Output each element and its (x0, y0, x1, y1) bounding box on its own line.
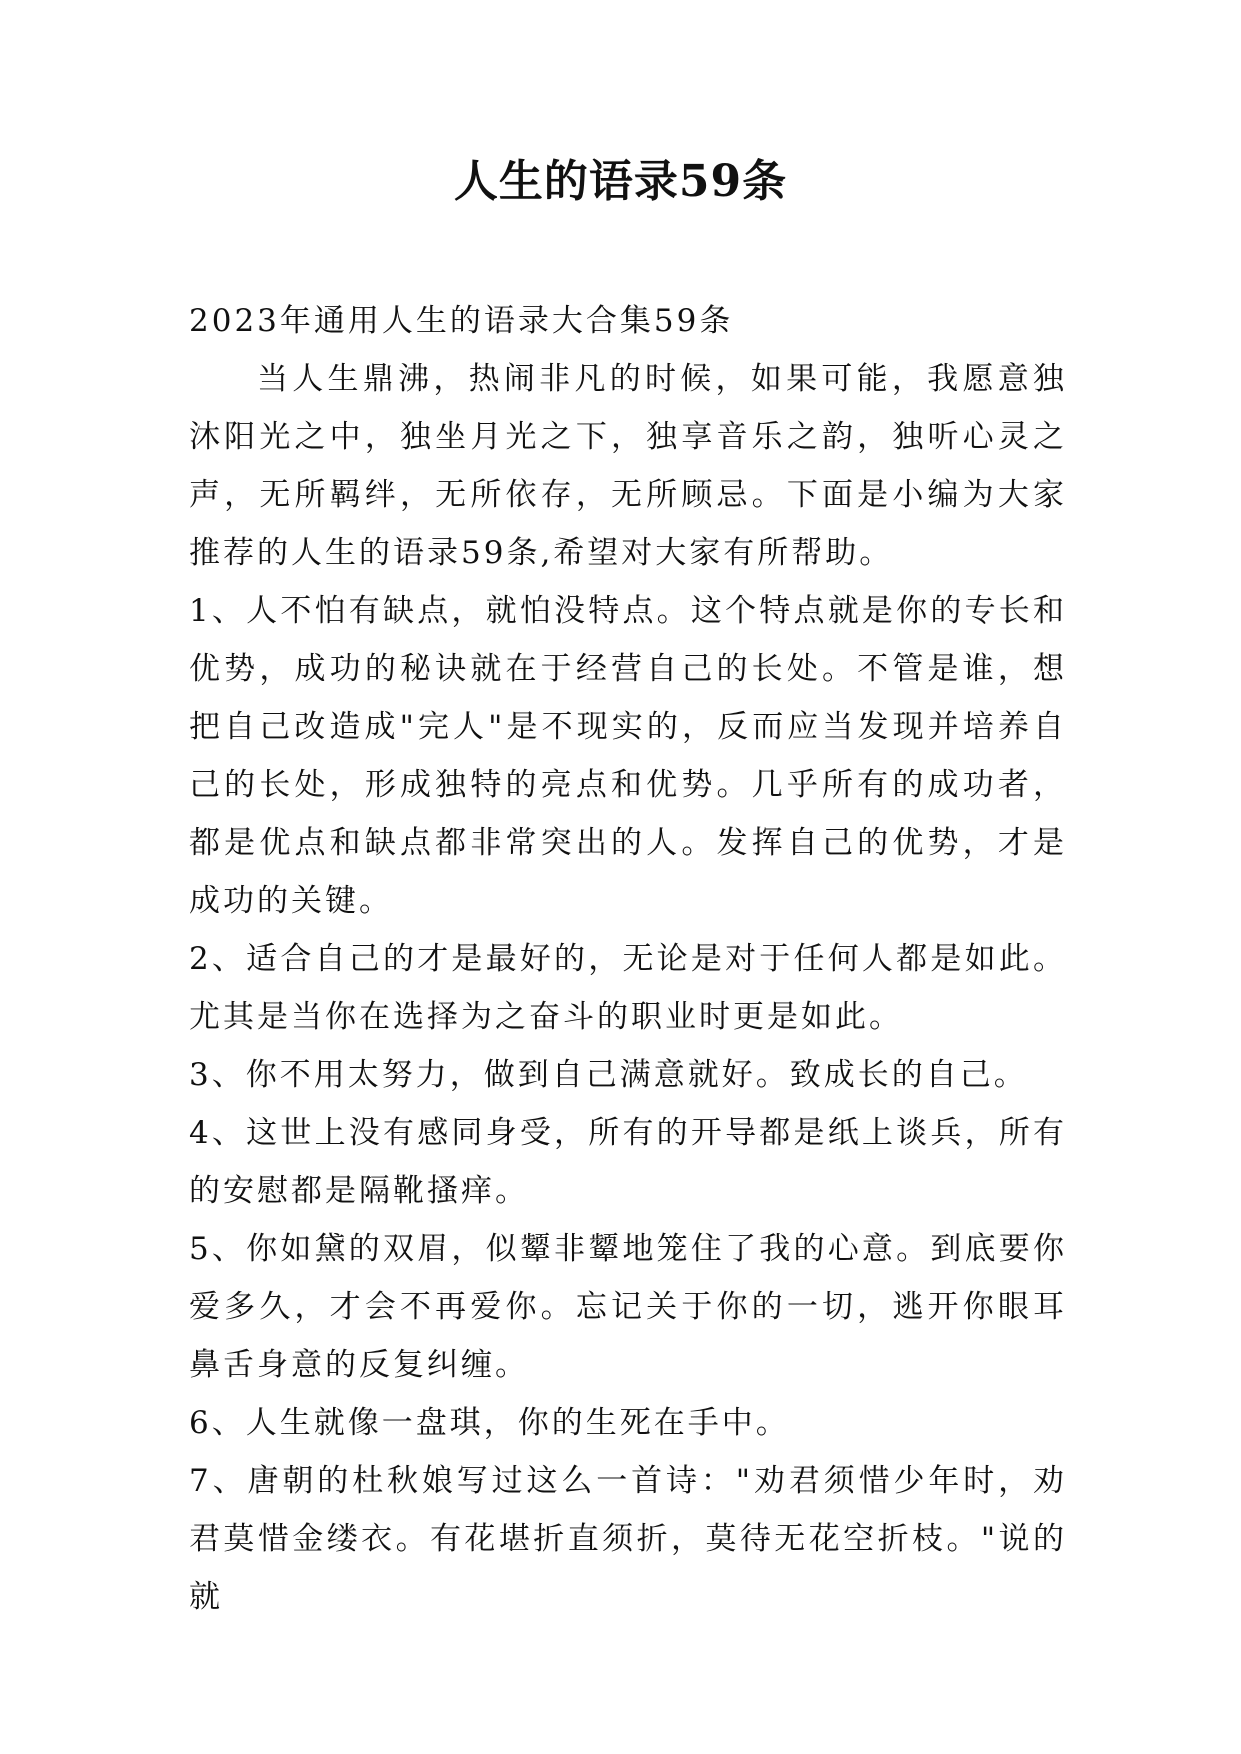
intro-paragraph: 当人生鼎沸，热闹非凡的时候，如果可能，我愿意独沐阳光之中，独坐月光之下，独享音乐之韵，独听心灵之声，无所羁绊，无所依存，无所顾忌。下面是小编为大家推荐的人生的语录59条,希望对大家有所帮助。 (189, 361, 1067, 571)
quote-paragraph-7: 7、唐朝的杜秋娘写过这么一首诗："劝君须惜少年时，劝君莫惜金缕衣。有花堪折直须折，莫待无花空折枝。"说的就 (189, 1463, 1067, 1615)
quote-paragraph-3: 3、你不用太努力，做到自己满意就好。致成长的自己。 (189, 1057, 1028, 1093)
document-title: 人生的语录59条 (453, 156, 788, 207)
quote-paragraph-2: 2、适合自己的才是最好的，无论是对于任何人都是如此。尤其是当你在选择为之奋斗的职业时更是如此。 (189, 941, 1067, 1035)
subtitle-paragraph: 2023年通用人生的语录大合集59条 (189, 303, 734, 339)
quote-paragraph-1: 1、人不怕有缺点，就怕没特点。这个特点就是你的专长和优势，成功的秘诀就在于经营自己的长处。不管是谁，想把自己改造成"完人"是不现实的，反而应当发现并培养自己的长处，形成独特的亮点和优势。几乎所有的成功者，都是优点和缺点都非常突出的人。发挥自己的优势，才是成功的关键。 (189, 593, 1067, 919)
document-body (189, 292, 1067, 1626)
quote-paragraph-6: 6、人生就像一盘琪，你的生死在手中。 (189, 1405, 790, 1441)
quote-paragraph-5: 5、你如黛的双眉，似颦非颦地笼住了我的心意。到底要你爱多久，才会不再爱你。忘记关于你的一切，逃开你眼耳鼻舌身意的反复纠缠。 (189, 1231, 1067, 1383)
quote-paragraph-4: 4、这世上没有感同身受，所有的开导都是纸上谈兵，所有的安慰都是隔靴搔痒。 (189, 1115, 1067, 1209)
